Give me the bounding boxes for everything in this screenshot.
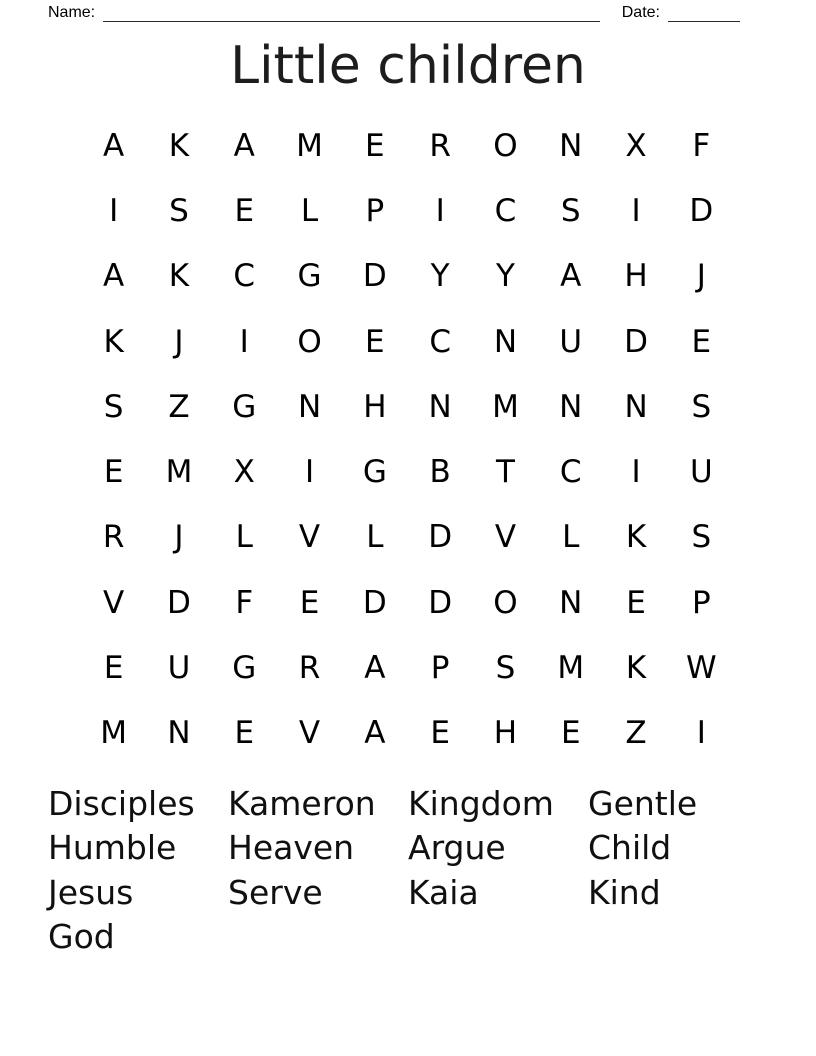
- grid-letter: S: [103, 388, 124, 425]
- grid-letter: E: [365, 323, 385, 360]
- grid-letter: E: [234, 715, 255, 752]
- grid-letter: L: [366, 519, 384, 556]
- word-item: Humble: [48, 828, 177, 868]
- date-blank-line: [668, 4, 740, 22]
- grid-letter: W: [686, 650, 717, 687]
- word-item: Gentle: [588, 783, 698, 823]
- grid-letter: D: [624, 323, 648, 360]
- grid-letter: D: [689, 192, 714, 229]
- grid-letter: L: [235, 519, 253, 556]
- grid-letter: U: [167, 650, 191, 687]
- grid-letter: A: [103, 127, 125, 164]
- grid-letter: R: [298, 650, 321, 687]
- grid-letter: K: [625, 519, 647, 556]
- grid-letter: E: [103, 454, 124, 491]
- grid-letter: E: [626, 584, 646, 621]
- grid-letter: L: [562, 519, 580, 556]
- grid-letter: C: [559, 454, 582, 491]
- grid-letter: S: [691, 519, 712, 556]
- grid-letter: G: [232, 650, 257, 687]
- grid-letter: S: [560, 192, 581, 229]
- grid-letter: M: [557, 650, 585, 687]
- grid-letter: P: [691, 584, 711, 621]
- word-item: Kaia: [408, 872, 479, 912]
- grid-letter: I: [239, 323, 249, 360]
- grid-letter: J: [174, 519, 184, 556]
- grid-letter: E: [103, 650, 124, 687]
- grid-letter: P: [430, 650, 450, 687]
- grid-letter: A: [233, 127, 255, 164]
- grid-letter: G: [362, 454, 387, 491]
- grid-letter: D: [362, 584, 387, 621]
- grid-letter: U: [689, 454, 713, 491]
- grid-letter: D: [428, 584, 453, 621]
- grid-letter: F: [235, 584, 254, 621]
- grid-letter: B: [429, 454, 451, 491]
- grid-letter: S: [169, 192, 189, 229]
- grid-letter: K: [103, 323, 124, 360]
- grid-letter: E: [430, 715, 450, 752]
- grid-letter: E: [299, 584, 320, 621]
- grid-letter: D: [428, 519, 453, 556]
- grid-letter: S: [495, 650, 516, 687]
- grid-letter: I: [304, 454, 315, 491]
- grid-letter: H: [493, 715, 518, 752]
- grid-letter: P: [365, 192, 385, 229]
- word-item: Child: [588, 828, 672, 868]
- grid-letter: O: [493, 127, 518, 164]
- word-item: Heaven: [228, 828, 355, 868]
- grid-letter: D: [362, 258, 387, 295]
- word-item: Serve: [228, 872, 323, 912]
- grid-letter: X: [233, 454, 255, 491]
- word-item: God: [48, 917, 115, 957]
- word-column: [228, 782, 408, 960]
- worksheet-header: [48, 2, 740, 22]
- grid-letter: N: [559, 127, 583, 164]
- grid-letter: D: [167, 584, 191, 621]
- grid-letter: A: [103, 258, 125, 295]
- grid-letter: M: [100, 715, 128, 752]
- grid-letter: Y: [495, 258, 515, 295]
- grid-letter: N: [624, 388, 648, 425]
- date-label: Date:: [621, 4, 660, 21]
- grid-letter: N: [559, 584, 583, 621]
- grid-letter: J: [174, 323, 184, 360]
- grid-letter: I: [631, 192, 641, 229]
- grid-letter: E: [234, 192, 255, 229]
- grid-letter: V: [298, 519, 321, 556]
- grid-letter: V: [494, 519, 517, 556]
- word-column: [588, 782, 768, 960]
- grid-letter: N: [428, 388, 452, 425]
- grid-letter: N: [167, 715, 191, 752]
- word-item: Kind: [588, 872, 661, 912]
- grid-letter: M: [492, 388, 519, 425]
- word-item: Kameron: [228, 783, 376, 823]
- grid-letter: C: [494, 192, 517, 229]
- grid-letter: Y: [430, 258, 450, 295]
- letter-grid: [81, 113, 734, 766]
- word-column: [48, 782, 228, 960]
- name-blank-line: [103, 4, 600, 22]
- grid-letter: X: [625, 127, 647, 164]
- grid-letter: C: [233, 258, 256, 295]
- grid-letter: G: [232, 388, 257, 425]
- grid-letter: I: [109, 192, 119, 229]
- grid-letter: S: [691, 388, 712, 425]
- grid-letter: F: [692, 127, 711, 164]
- grid-letter: K: [168, 127, 190, 164]
- word-column: [408, 782, 588, 960]
- grid-letter: I: [435, 192, 445, 229]
- grid-letter: J: [696, 258, 706, 295]
- grid-letter: M: [165, 454, 193, 491]
- grid-letter: Z: [625, 715, 647, 752]
- grid-letter: O: [493, 584, 518, 621]
- grid-letter: I: [631, 454, 641, 491]
- name-label: Name:: [48, 4, 96, 21]
- grid-letter: V: [103, 584, 125, 621]
- grid-letter: A: [364, 715, 386, 752]
- grid-letter: K: [168, 258, 190, 295]
- grid-letter: E: [691, 323, 712, 360]
- grid-letter: Z: [168, 388, 190, 425]
- grid-letter: I: [696, 715, 706, 752]
- word-list: [48, 782, 816, 960]
- grid-letter: H: [363, 388, 387, 425]
- grid-letter: O: [297, 323, 322, 360]
- word-item: Jesus: [48, 872, 134, 912]
- grid-letter: C: [429, 323, 451, 360]
- word-item: Argue: [408, 828, 506, 868]
- grid-letter: A: [560, 258, 582, 295]
- grid-letter: T: [495, 454, 515, 491]
- grid-letter: V: [298, 715, 321, 752]
- grid-letter: E: [365, 127, 385, 164]
- grid-letter: A: [364, 650, 386, 687]
- grid-letter: N: [559, 388, 583, 425]
- grid-letter: K: [625, 650, 647, 687]
- word-item: Kingdom: [408, 783, 554, 823]
- grid-letter: R: [429, 127, 451, 164]
- word-item: Disciples: [48, 783, 195, 823]
- grid-letter: U: [559, 323, 583, 360]
- grid-letter: H: [624, 258, 648, 295]
- grid-letter: M: [296, 127, 323, 164]
- grid-letter: L: [300, 192, 319, 229]
- grid-letter: G: [297, 258, 322, 295]
- grid-letter: E: [560, 715, 581, 752]
- grid-letter: N: [297, 388, 322, 425]
- page-title: Little children: [230, 36, 586, 96]
- grid-letter: N: [493, 323, 518, 360]
- grid-letter: R: [102, 519, 125, 556]
